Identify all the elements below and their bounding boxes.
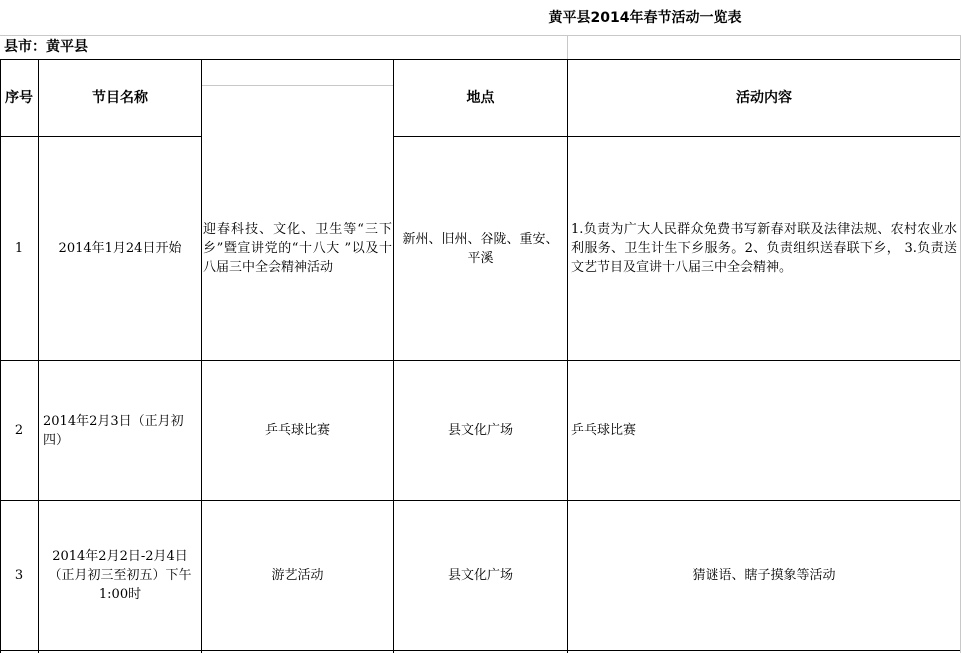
row2-index: 2 xyxy=(14,423,24,438)
row1-index: 1 xyxy=(14,241,24,256)
row3-location: 县文化广场 xyxy=(447,568,513,583)
row3-index: 3 xyxy=(14,568,24,583)
header-blank xyxy=(202,86,393,136)
row1-content: 1.负责为广大人民群众免费书写新春对联及法律法规、农村农业水利服务、卫生计生下乡服务。2、负责组织送春联下乡， 3.负责送文艺节目及宣讲十八届三中全会精神。 xyxy=(571,222,957,275)
row2-name: 2014年2月3日（正月初四） xyxy=(43,413,184,448)
row2-location: 县文化广场 xyxy=(447,423,513,438)
header-content: 活动内容 xyxy=(736,89,792,106)
header-location: 地点 xyxy=(466,89,495,106)
county-label: 县市： xyxy=(4,39,46,55)
county-value: 黄平县 xyxy=(46,39,88,55)
row2-event: 乒乓球比赛 xyxy=(264,423,330,438)
page-title: 黄平县2014年春节活动一览表 xyxy=(548,10,742,26)
row3-event: 游艺活动 xyxy=(271,568,324,583)
header-name: 节目名称 xyxy=(92,89,148,106)
row1-location: 新州、旧州、谷陇、重安、平溪 xyxy=(402,231,559,266)
row3-content: 猜谜语、瞎子摸象等活动 xyxy=(692,568,836,583)
row3-name: 2014年2月2日-2月4日（正月初三至初五）下午1:00时 xyxy=(48,549,192,602)
row2-content: 乒乓球比赛 xyxy=(571,423,637,438)
row1-event: 迎春科技、文化、卫生等“三下乡”暨宣讲党的“十八大 ”以及十八届三中全会精神活动 xyxy=(203,222,392,275)
county-row xyxy=(4,37,88,57)
row1-name: 2014年1月24日开始 xyxy=(58,241,182,256)
header-index: 序号 xyxy=(5,89,33,106)
